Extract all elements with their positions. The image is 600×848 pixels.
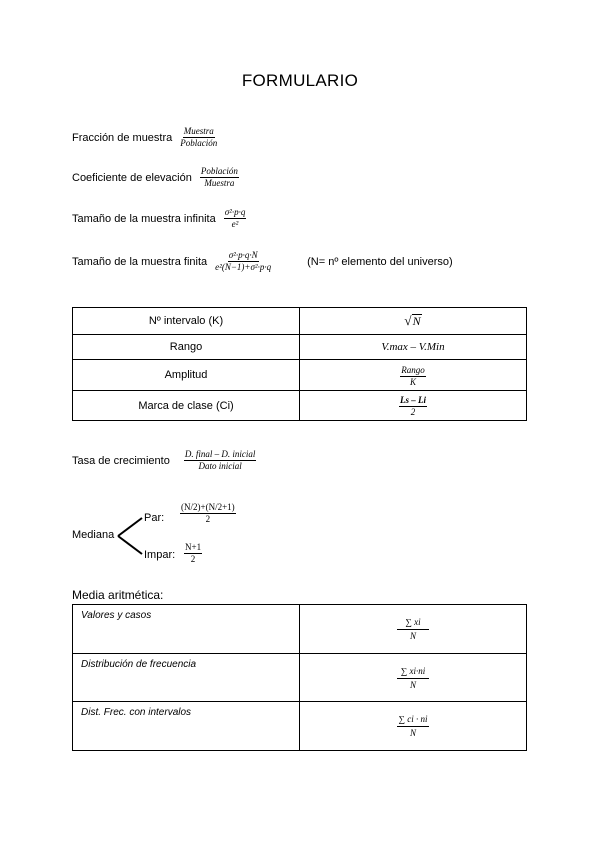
row-label: Valores y casos — [73, 605, 300, 654]
table-row — [73, 391, 527, 421]
row-value — [300, 308, 527, 335]
sum-fraction — [397, 617, 429, 641]
row-label: Nº intervalo (K) — [73, 308, 300, 335]
denominator: K — [409, 376, 416, 387]
row-value: V.max – V.Min — [300, 335, 527, 360]
sum-fraction — [397, 666, 429, 690]
page-title: FORMULARIO — [241, 71, 359, 90]
denominator: N — [409, 728, 416, 738]
par-label: Par: — [144, 512, 165, 524]
row-label: Dist. Frec. con intervalos — [73, 702, 300, 751]
fraction — [400, 366, 426, 387]
denominator: e²(N−1)+σ²·p·q — [215, 262, 272, 272]
radical-icon: √ — [404, 313, 412, 328]
radicand: N — [412, 314, 421, 328]
numerator: Población — [200, 166, 238, 176]
formula-label: Tamaño de la muestra infinita — [72, 212, 216, 225]
row-label: Distribución de frecuencia — [73, 654, 300, 702]
denominator: 2 — [190, 554, 196, 564]
formula-label: Fracción de muestra — [72, 131, 173, 144]
fraction — [224, 208, 247, 229]
fraction — [215, 251, 271, 272]
numerator: Ls – Li — [400, 395, 426, 405]
numerator: ∑ xi — [405, 617, 421, 627]
numerator: D. final – D. inicial — [184, 449, 256, 459]
numerator: Rango — [401, 364, 425, 375]
impar-label: Impar: — [144, 549, 176, 561]
denominator: 2 — [410, 407, 416, 417]
sum-fraction — [397, 714, 430, 738]
numerator: σ²·p·q·N — [228, 250, 258, 260]
table-row — [73, 605, 527, 654]
row-label: Rango — [73, 335, 300, 360]
denominator: Dato inicial — [198, 461, 242, 471]
numerator: (N/2)+(N/2+1) — [181, 502, 235, 512]
denominator: N — [409, 679, 416, 690]
denominator: 2 — [205, 514, 211, 524]
media-heading: Media aritmética: — [72, 588, 164, 602]
fraction — [184, 450, 257, 471]
formula-label: Coeficiente de elevación — [72, 171, 192, 184]
row-value — [300, 654, 527, 702]
media-table — [72, 604, 527, 751]
table-row — [73, 702, 527, 751]
numerator: Muestra — [183, 126, 214, 136]
universe-note: (N= nº elemento del universo) — [307, 255, 453, 268]
denominator: Población — [180, 138, 218, 148]
branch-brace-icon — [116, 516, 144, 556]
denominator: N — [409, 631, 416, 641]
table-row — [73, 654, 527, 702]
denominator: e² — [231, 219, 239, 229]
table-row — [73, 308, 527, 335]
fraction — [399, 396, 427, 417]
row-value — [300, 391, 527, 421]
denominator: Muestra — [204, 178, 235, 188]
formula-label: Tamaño de la muestra finita — [72, 255, 208, 268]
table-row — [73, 335, 527, 360]
numerator: σ²·p·q — [224, 207, 246, 217]
numerator: ∑ xi·ni — [400, 665, 426, 676]
intervals-table — [72, 307, 527, 421]
fraction — [200, 167, 239, 188]
formula-coeficiente-elevacion — [72, 167, 239, 188]
table-row — [73, 360, 527, 391]
par-fraction — [180, 503, 236, 524]
formula-fraccion-muestra — [72, 127, 217, 148]
formula-muestra-infinita — [72, 208, 246, 229]
numerator: ∑ ci · ni — [398, 714, 428, 724]
row-label: Marca de clase (Ci) — [73, 391, 300, 421]
row-value — [300, 360, 527, 391]
formula-muestra-finita — [72, 251, 453, 272]
formula-label: Tasa de crecimiento — [72, 454, 170, 467]
impar-fraction — [184, 543, 202, 564]
formula-tasa-crecimiento — [72, 450, 256, 471]
numerator: N+1 — [185, 542, 202, 552]
row-label: Amplitud — [73, 360, 300, 391]
mediana-label: Mediana — [72, 529, 115, 541]
square-root — [404, 314, 421, 328]
fraction — [180, 127, 217, 148]
row-value — [300, 605, 527, 654]
row-value — [300, 702, 527, 751]
